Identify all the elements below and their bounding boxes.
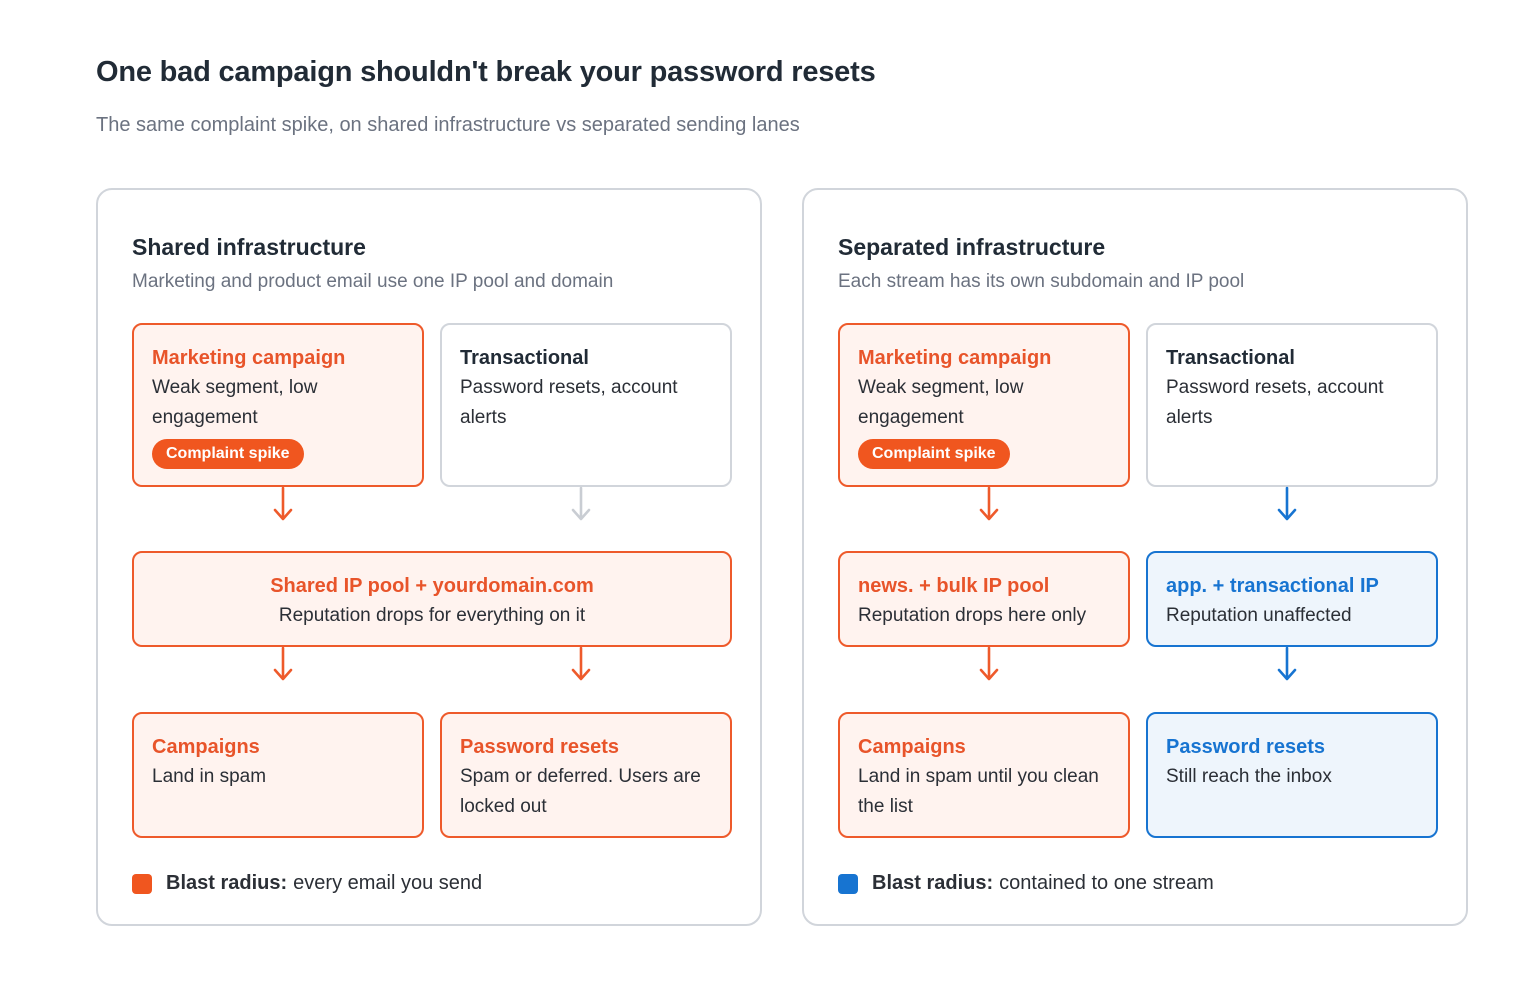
arrow-down-icon: [1275, 646, 1299, 684]
box-body: Password resets, account alerts: [1166, 377, 1384, 428]
blast-radius-legend: [132, 872, 482, 895]
box-title: Marketing campaign: [858, 347, 1052, 369]
box-body: Spam or deferred. Users are locked out: [460, 766, 701, 817]
complaint-spike-badge: Complaint spike: [152, 439, 304, 469]
panel-description: Marketing and product email use one IP pool and domain: [132, 271, 614, 292]
blast-radius-legend: [838, 872, 1214, 895]
page-title: One bad campaign shouldn't break your password resets: [96, 56, 876, 88]
marketing-campaign-box: [838, 323, 1130, 487]
transactional-box: [1146, 323, 1438, 487]
box-body: Weak segment, low engagement: [152, 377, 318, 428]
separated-infrastructure-panel: [802, 188, 1468, 926]
marketing-campaign-box: [132, 323, 424, 487]
legend-label: Blast radius:: [166, 872, 288, 894]
box-title: Transactional: [460, 347, 589, 369]
box-title: Campaigns: [152, 736, 260, 758]
arrow-down-icon: [569, 486, 593, 524]
bulk-ip-pool-box: [838, 551, 1130, 647]
box-title: Password resets: [1166, 736, 1325, 758]
box-body: Weak segment, low engagement: [858, 377, 1024, 428]
arrow-down-icon: [569, 646, 593, 684]
arrow-down-icon: [1275, 486, 1299, 524]
page-subtitle: The same complaint spike, on shared infrastructure vs separated sending lanes: [96, 114, 800, 136]
transactional-ip-box: [1146, 551, 1438, 647]
panel-title: Shared infrastructure: [132, 234, 366, 260]
box-body: Reputation drops here only: [858, 605, 1087, 626]
box-title: Marketing campaign: [152, 347, 346, 369]
password-resets-outcome-box: [1146, 712, 1438, 838]
box-body: Land in spam: [152, 766, 267, 787]
box-title: Shared IP pool + yourdomain.com: [270, 575, 594, 597]
arrow-down-icon: [977, 486, 1001, 524]
legend-text: every email you send: [293, 872, 483, 894]
box-title: Password resets: [460, 736, 619, 758]
box-body: Reputation drops for everything on it: [278, 605, 586, 626]
legend-label: Blast radius:: [872, 872, 994, 894]
campaigns-outcome-box: [132, 712, 424, 838]
transactional-box: [440, 323, 732, 487]
password-resets-outcome-box: [440, 712, 732, 838]
panel-description: Each stream has its own subdomain and IP pool: [838, 271, 1245, 292]
box-title: news. + bulk IP pool: [858, 575, 1050, 597]
shared-infrastructure-panel: [96, 188, 762, 926]
legend-swatch: [132, 874, 152, 894]
panel-title: Separated infrastructure: [838, 234, 1106, 260]
arrow-down-icon: [977, 646, 1001, 684]
shared-ip-pool-box: [132, 551, 732, 647]
box-title: Campaigns: [858, 736, 966, 758]
box-title: app. + transactional IP: [1166, 575, 1379, 597]
arrow-down-icon: [271, 646, 295, 684]
box-body: Land in spam until you clean the list: [858, 766, 1099, 817]
complaint-spike-badge: Complaint spike: [858, 439, 1010, 469]
box-body: Password resets, account alerts: [460, 377, 678, 428]
legend-swatch: [838, 874, 858, 894]
box-title: Transactional: [1166, 347, 1295, 369]
legend-text: contained to one stream: [999, 872, 1214, 894]
campaigns-outcome-box: [838, 712, 1130, 838]
box-body: Reputation unaffected: [1166, 605, 1352, 626]
arrow-down-icon: [271, 486, 295, 524]
box-body: Still reach the inbox: [1166, 766, 1332, 787]
